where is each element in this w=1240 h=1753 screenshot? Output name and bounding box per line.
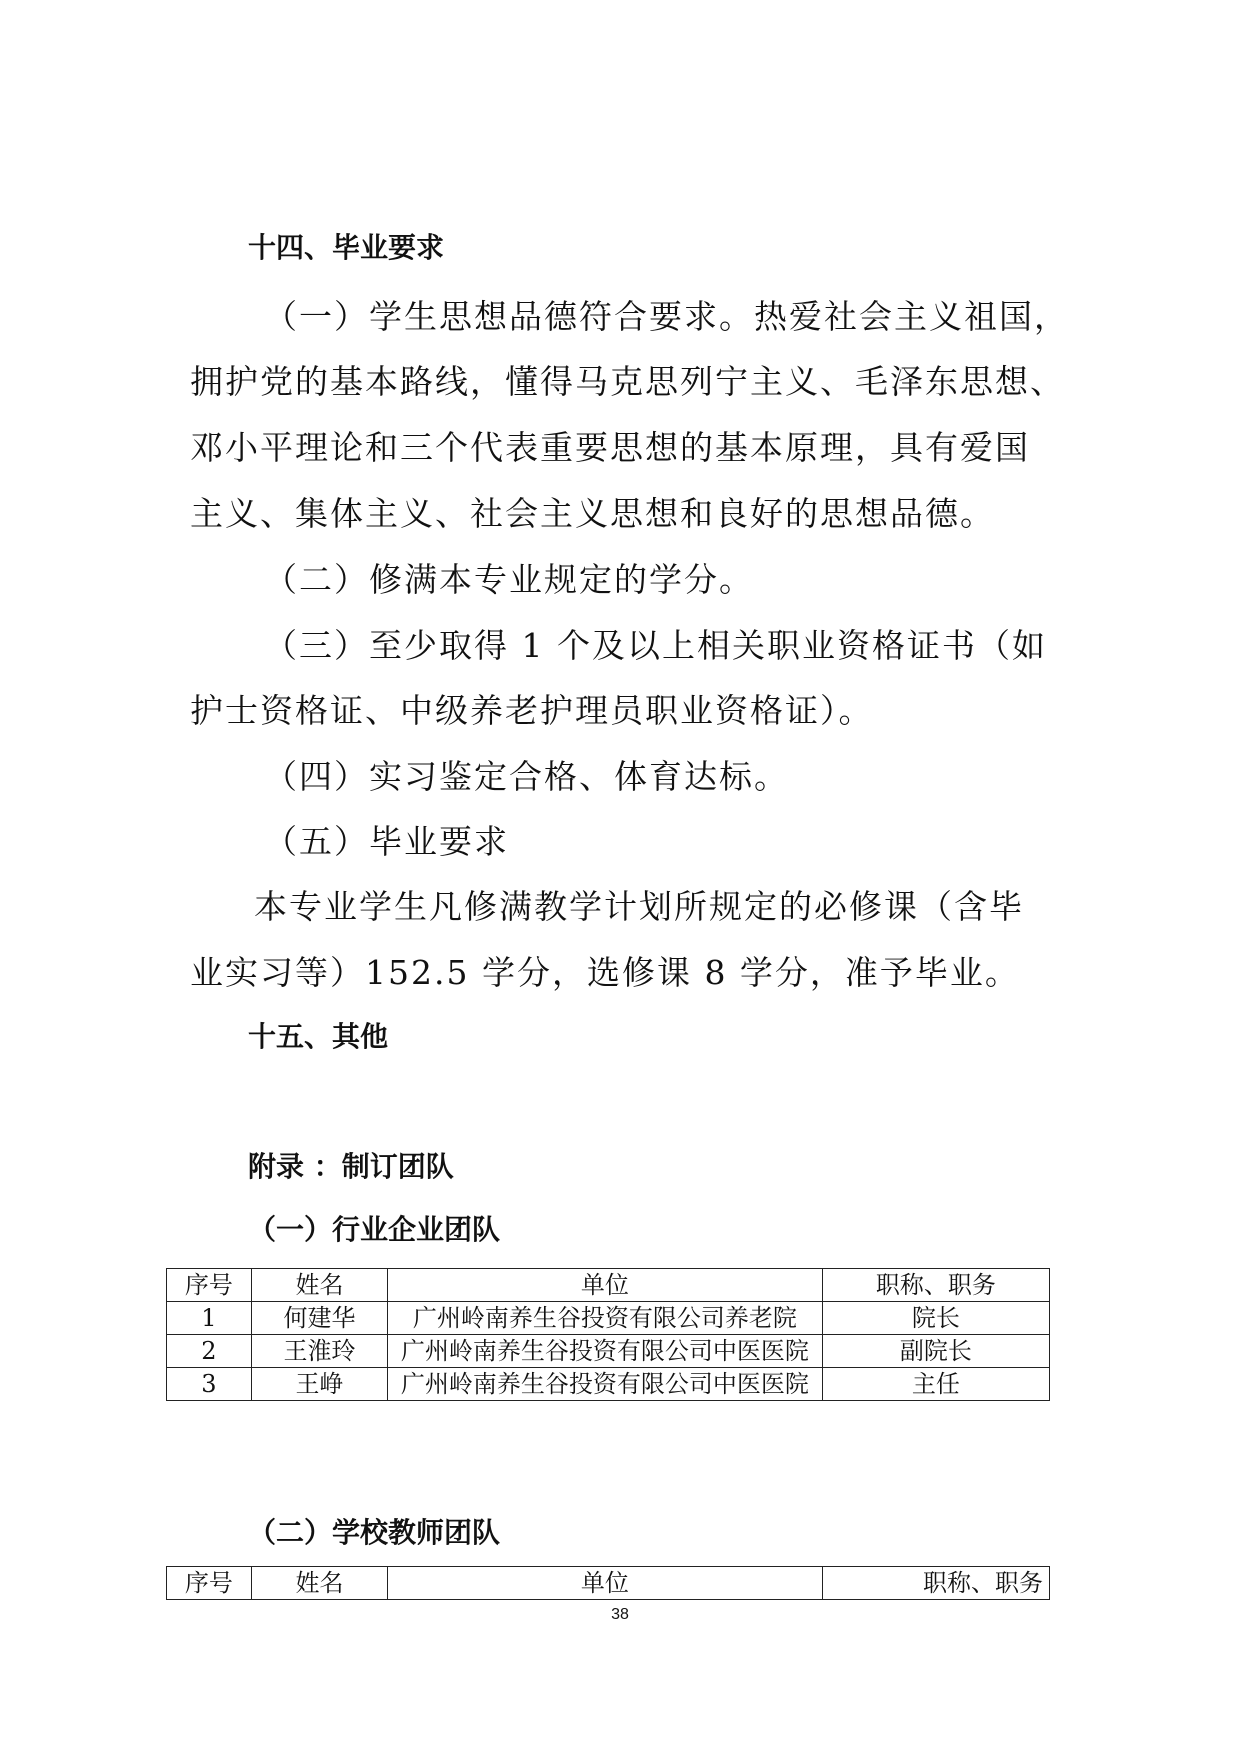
item5: （五）毕业要求 [264,822,509,861]
cell-no: 1 [167,1302,252,1335]
item1-line-2: 拥护党的基本路线，懂得马克思列宁主义、毛泽东思想、 [190,362,1065,401]
column-header-title: 职称、职务 [822,1567,1049,1600]
page-number: 38 [611,1606,629,1623]
item4: （四）实习鉴定合格、体育达标。 [264,757,789,796]
column-header-name: 姓名 [251,1269,387,1302]
cell-name: 何建华 [251,1302,387,1335]
school-team-heading: （二）学校教师团队 [248,1516,501,1549]
cell-title: 院长 [822,1302,1049,1335]
industry-team-table [166,1268,1050,1401]
table-header-row [167,1269,1050,1302]
cell-no: 3 [167,1368,252,1401]
cell-name: 王峥 [251,1368,387,1401]
column-header-no: 序号 [167,1567,252,1600]
appendix-heading: 附录 ：制订团队 [248,1150,454,1183]
cell-unit: 广州岭南养生谷投资有限公司中医医院 [388,1335,823,1368]
cell-title: 副院长 [822,1335,1049,1368]
item2: （二）修满本专业规定的学分。 [264,560,754,599]
item5-text-line-2: 业实习等）152.5 学分，选修课 8 学分，准予毕业。 [190,953,1020,992]
cell-unit: 广州岭南养生谷投资有限公司养老院 [388,1302,823,1335]
table-row [167,1368,1050,1401]
item3-line-2: 护士资格证、中级养老护理员职业资格证）。 [190,691,874,730]
section-15-heading: 十五、其他 [248,1020,389,1053]
item1-line-1: （一）学生思想品德符合要求。热爱社会主义祖国， [264,297,1069,336]
table-row [167,1335,1050,1368]
cell-no: 2 [167,1335,252,1368]
section-14-heading: 十四、毕业要求 [248,231,445,264]
column-header-unit: 单位 [388,1567,823,1600]
cell-unit: 广州岭南养生谷投资有限公司中医医院 [388,1368,823,1401]
school-team-table [166,1566,1050,1600]
item5-text-line-1: 本专业学生凡修满教学计划所规定的必修课（含毕 [254,887,1024,926]
item3-line-1: （三）至少取得 1 个及以上相关职业资格证书（如 [264,626,1047,665]
item1-line-4: 主义、集体主义、社会主义思想和良好的思想品德。 [190,494,995,533]
industry-team-heading: （一）行业企业团队 [248,1213,501,1246]
column-header-no: 序号 [167,1269,252,1302]
table-header-row [167,1567,1050,1600]
column-header-title: 职称、职务 [822,1269,1049,1302]
table-row [167,1302,1050,1335]
cell-title: 主任 [822,1368,1049,1401]
item1-line-3: 邓小平理论和三个代表重要思想的基本原理，具有爱国 [190,428,1030,467]
column-header-name: 姓名 [251,1567,387,1600]
cell-name: 王淮玲 [251,1335,387,1368]
column-header-unit: 单位 [388,1269,823,1302]
